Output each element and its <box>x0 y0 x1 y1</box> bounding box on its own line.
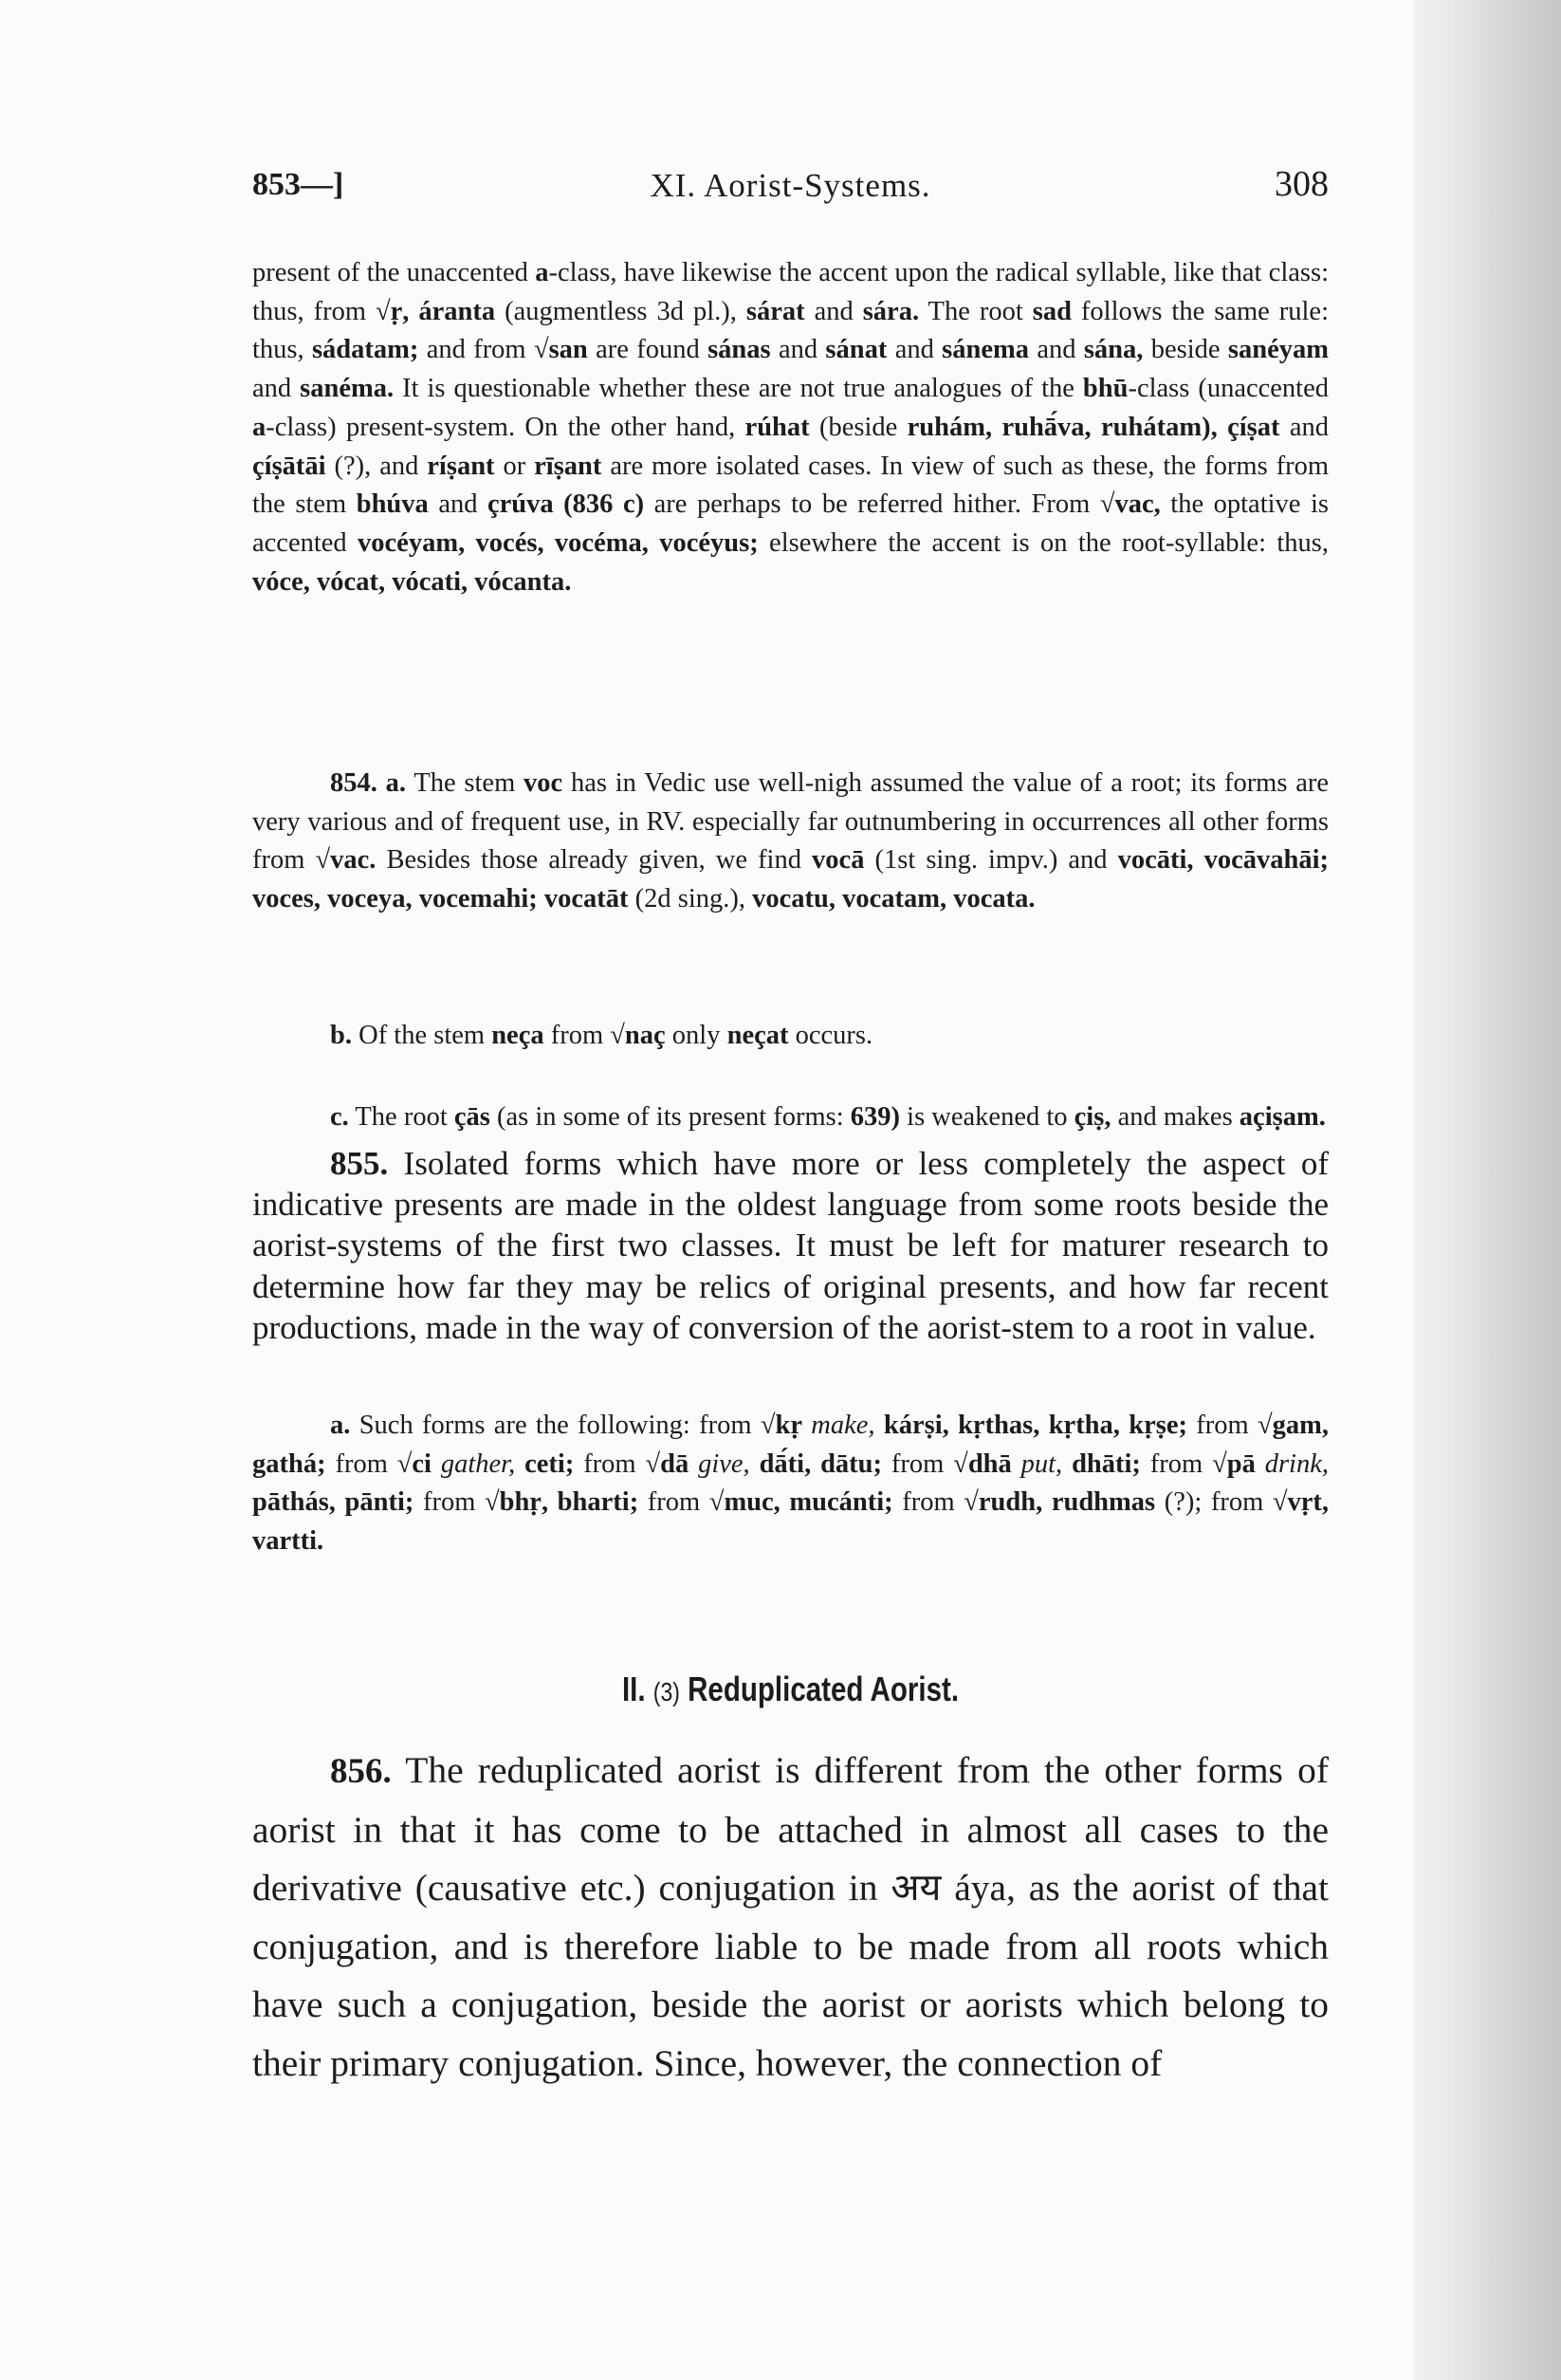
section-reference: 853—] <box>252 167 344 202</box>
paragraph-855a: a. Such forms are the following: from √kṛ make, kárṣi, kṛthas, kṛtha, kṛṣe; from √gam, gathá; from √ci gather, ceti; from √dā give, dā́ti, dātu; from √dhā put, dhāti; from √pā drink, pāthás, pānti; from √bhṛ, bharti; from √muc, mucánti; from √rudh, rudhmas (?); from √vṛt, vartti. <box>252 1411 1330 1557</box>
subsection-label: a. <box>385 768 407 798</box>
section-number: 856. <box>330 1752 392 1791</box>
section-number: 855. <box>330 1145 389 1182</box>
paragraph-853-continued: present of the unaccented a-class, have likewise the accent upon the radical syllable, like that class: thus, from √ṛ, áranta (augmentless 3d pl.), sárat and sára. The root sad follows the same rule: thus, sádatam; and from √san are found sánas and sánat and sánema and sána, beside sanéyam and sanéma. It is questionable whether these are not true analogues of the bhū-class (unaccented a-class) present-system. On the other hand, rúhat (beside ruhám, ruhā́va, ruhátam), çíṣat and çíṣātāi (?), and ríṣant or rīṣant are more isolated cases. In view of such as these, the forms from the stem bhúva and çrúva (836 c) are perhaps to be referred hither. From √vac, the optative is accented vocéyam, vocés, vocéma, vocéyus; elsewhere the accent is on the root-syllable: thus, vóce, vócat, vócati, vócanta. <box>252 258 1330 597</box>
section-heading: II. (3) Reduplicated Aorist. <box>621 1670 960 1708</box>
paragraph-854c: c. The root çās (as in some of its present forms: 639) is weakened to çiṣ, and makes açiṣam. <box>330 1102 1326 1132</box>
paragraph-856: 856. The reduplicated aorist is different from the other forms of aorist in that it has come to be attached in almost all cases to the derivative (causative etc.) conjugation in अय áya, as the aorist of that conjugation, and is therefore liable to be made from all roots which have such a conjugation, beside the aorist or aorists which belong to their primary conjugation. Since, however, the connection of <box>252 1749 1329 2084</box>
page-number: 308 <box>1275 164 1329 204</box>
scanned-page-gutter <box>1413 0 1561 2380</box>
paragraph-854a: 854. a. The stem voc has in Vedic use well-nigh assumed the value of a root; its forms are very various and of frequent use, in RV. especially far outnumbering in occurrences all other forms from √vac. Besides those already given, we find vocā (1st sing. impv.) and vocāti, vocāvahāi; voces, voceya, vocemahi; vocatāt (2d sing.), vocatu, vocatam, vocata. <box>252 768 1330 914</box>
page-header <box>252 159 1329 216</box>
paragraph-854b: b. Of the stem neça from √naç only neçat occurs. <box>330 1021 873 1050</box>
subsection-label: a. <box>330 1411 351 1440</box>
devanagari-aya: अय <box>891 1867 942 1909</box>
section-number: 854. <box>330 768 377 798</box>
running-title: XI. Aorist-Systems. <box>650 167 931 204</box>
subsection-label: c. <box>330 1102 349 1132</box>
paragraph-855: 855. Isolated forms which have more or less completely the aspect of indicative presents are made in the oldest language from some roots beside the aorist-systems of the first two classes. It must be left for maturer research to determine how far they may be relics of original presents, and how far recent productions, made in the way of conversion of the aorist-stem to a root in value. <box>252 1145 1329 1346</box>
subsection-label: b. <box>330 1021 352 1050</box>
